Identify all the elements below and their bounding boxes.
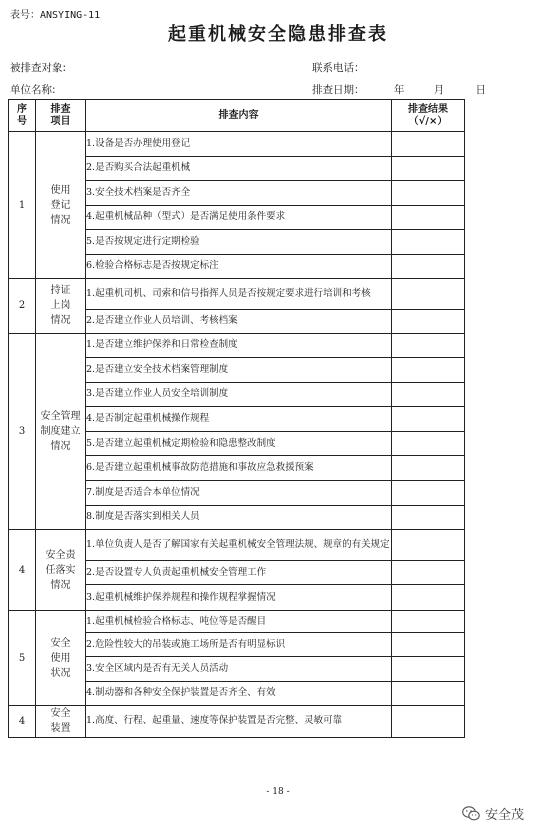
table-row [9,132,465,157]
result-cell[interactable] [392,530,465,561]
check-item: 2.是否建立作业人员培训、考核档案 [86,310,392,334]
group-number: 5 [9,611,36,706]
result-cell[interactable] [392,561,465,585]
check-item: 4.制动器和各种安全保护装置是否齐全、有效 [86,681,392,705]
header-content: 排查内容 [86,100,392,132]
group-number: 3 [9,333,36,530]
group-category-label: 安全管理制度建立情况 [40,410,81,452]
check-item: 2.危险性较大的吊装或施工场所是否有明显标识 [86,633,392,657]
check-item: 3.安全区域内是否有无关人员活动 [86,656,392,681]
check-item: 1.起重机械检验合格标志、吨位等是否醒目 [86,611,392,633]
check-item: 4.起重机械品种（型式）是否满足使用条件要求 [86,205,392,230]
group-category [36,705,86,737]
header-no: 序号 [9,100,36,132]
result-cell[interactable] [392,156,465,181]
group-category-label: 使用登记情况 [50,184,71,226]
table-row [9,611,465,633]
result-cell[interactable] [392,633,465,657]
table-row [9,279,465,310]
check-item: 6.是否建立起重机械事故防范措施和事故应急救援预案 [86,456,392,481]
result-cell[interactable] [392,279,465,310]
result-cell[interactable] [392,656,465,681]
check-item: 1.是否建立维护保养和日常检查制度 [86,333,392,358]
check-item: 2.是否建立安全技术档案管理制度 [86,358,392,383]
check-item: 8.制度是否落实到相关人员 [86,505,392,530]
group-category-label: 安全装置 [50,708,71,735]
wechat-icon [462,806,480,821]
check-item: 2.是否购买合法起重机械 [86,156,392,181]
table-row [9,333,465,358]
check-item: 5.是否按规定进行定期检验 [86,230,392,255]
header-category: 排查项目 [36,100,86,132]
watermark [462,804,524,823]
table-row [9,705,465,737]
result-cell[interactable] [392,585,465,611]
group-category [36,333,86,530]
check-item: 7.制度是否适合本单位情况 [86,481,392,506]
group-category [36,611,86,706]
result-cell[interactable] [392,681,465,705]
header-result: 排查结果（√/×） [392,100,465,132]
result-cell[interactable] [392,205,465,230]
group-number: 2 [9,279,36,334]
group-number: 4 [9,705,36,737]
group-category-label: 持证上岗情况 [50,285,71,327]
group-category [36,530,86,611]
check-item: 1.单位负责人是否了解国家有关起重机械安全管理法规、规章的有关规定 [86,530,392,561]
table-row [9,530,465,561]
date-day: 日 [475,84,487,96]
date-year: 年 [393,84,405,96]
date-month: 月 [433,84,445,96]
result-cell[interactable] [392,431,465,456]
group-number: 1 [9,132,36,279]
table-body [9,132,465,738]
group-category [36,279,86,334]
check-item: 6.检验合格标志是否按规定标注 [86,254,392,279]
result-cell[interactable] [392,181,465,206]
check-item: 3.安全技术档案是否齐全 [86,181,392,206]
result-cell[interactable] [392,254,465,279]
result-cell[interactable] [392,705,465,737]
check-item: 3.是否建立作业人员安全培训制度 [86,382,392,407]
group-category-label: 安全责任落实情况 [45,549,76,591]
group-number: 4 [9,530,36,611]
result-cell[interactable] [392,358,465,383]
watermark-text: 安全茂 [485,808,525,823]
result-cell[interactable] [392,310,465,334]
group-category-label: 安全使用状况 [50,637,71,679]
check-item: 1.高度、行程、起重量、速度等保护装置是否完整、灵敏可靠 [86,705,392,737]
result-cell[interactable] [392,230,465,255]
result-cell[interactable] [392,456,465,481]
check-item: 2.是否设置专人负责起重机械安全管理工作 [86,561,392,585]
contact-phone-label: 联系电话： [312,62,365,74]
check-item: 5.是否建立起重机械定期检验和隐患整改制度 [86,431,392,456]
result-cell[interactable] [392,481,465,506]
unit-name-label: 单位名称: [10,84,56,96]
table-header-row [9,100,465,132]
check-item: 4.是否制定起重机械操作规程 [86,407,392,432]
inspection-table [8,99,465,738]
page-number: - 18 - [266,787,290,797]
result-cell[interactable] [392,382,465,407]
page-title: 起重机械安全隐患排查表 [168,24,388,45]
check-item: 1.起重机司机、司索和信号指挥人员是否按规定要求进行培训和考核 [86,279,392,310]
inspected-object-label: 被排查对象: [10,62,67,74]
result-cell[interactable] [392,505,465,530]
form-number: 表号：ANSYING-11 [10,10,101,21]
check-item: 1.设备是否办理使用登记 [86,132,392,157]
inspection-date-label: 排查日期： [312,84,365,96]
result-cell[interactable] [392,132,465,157]
check-item: 3.起重机械维护保养规程和操作规程掌握情况 [86,585,392,611]
result-cell[interactable] [392,333,465,358]
result-cell[interactable] [392,611,465,633]
group-category [36,132,86,279]
result-cell[interactable] [392,407,465,432]
inspection-date [312,82,486,97]
